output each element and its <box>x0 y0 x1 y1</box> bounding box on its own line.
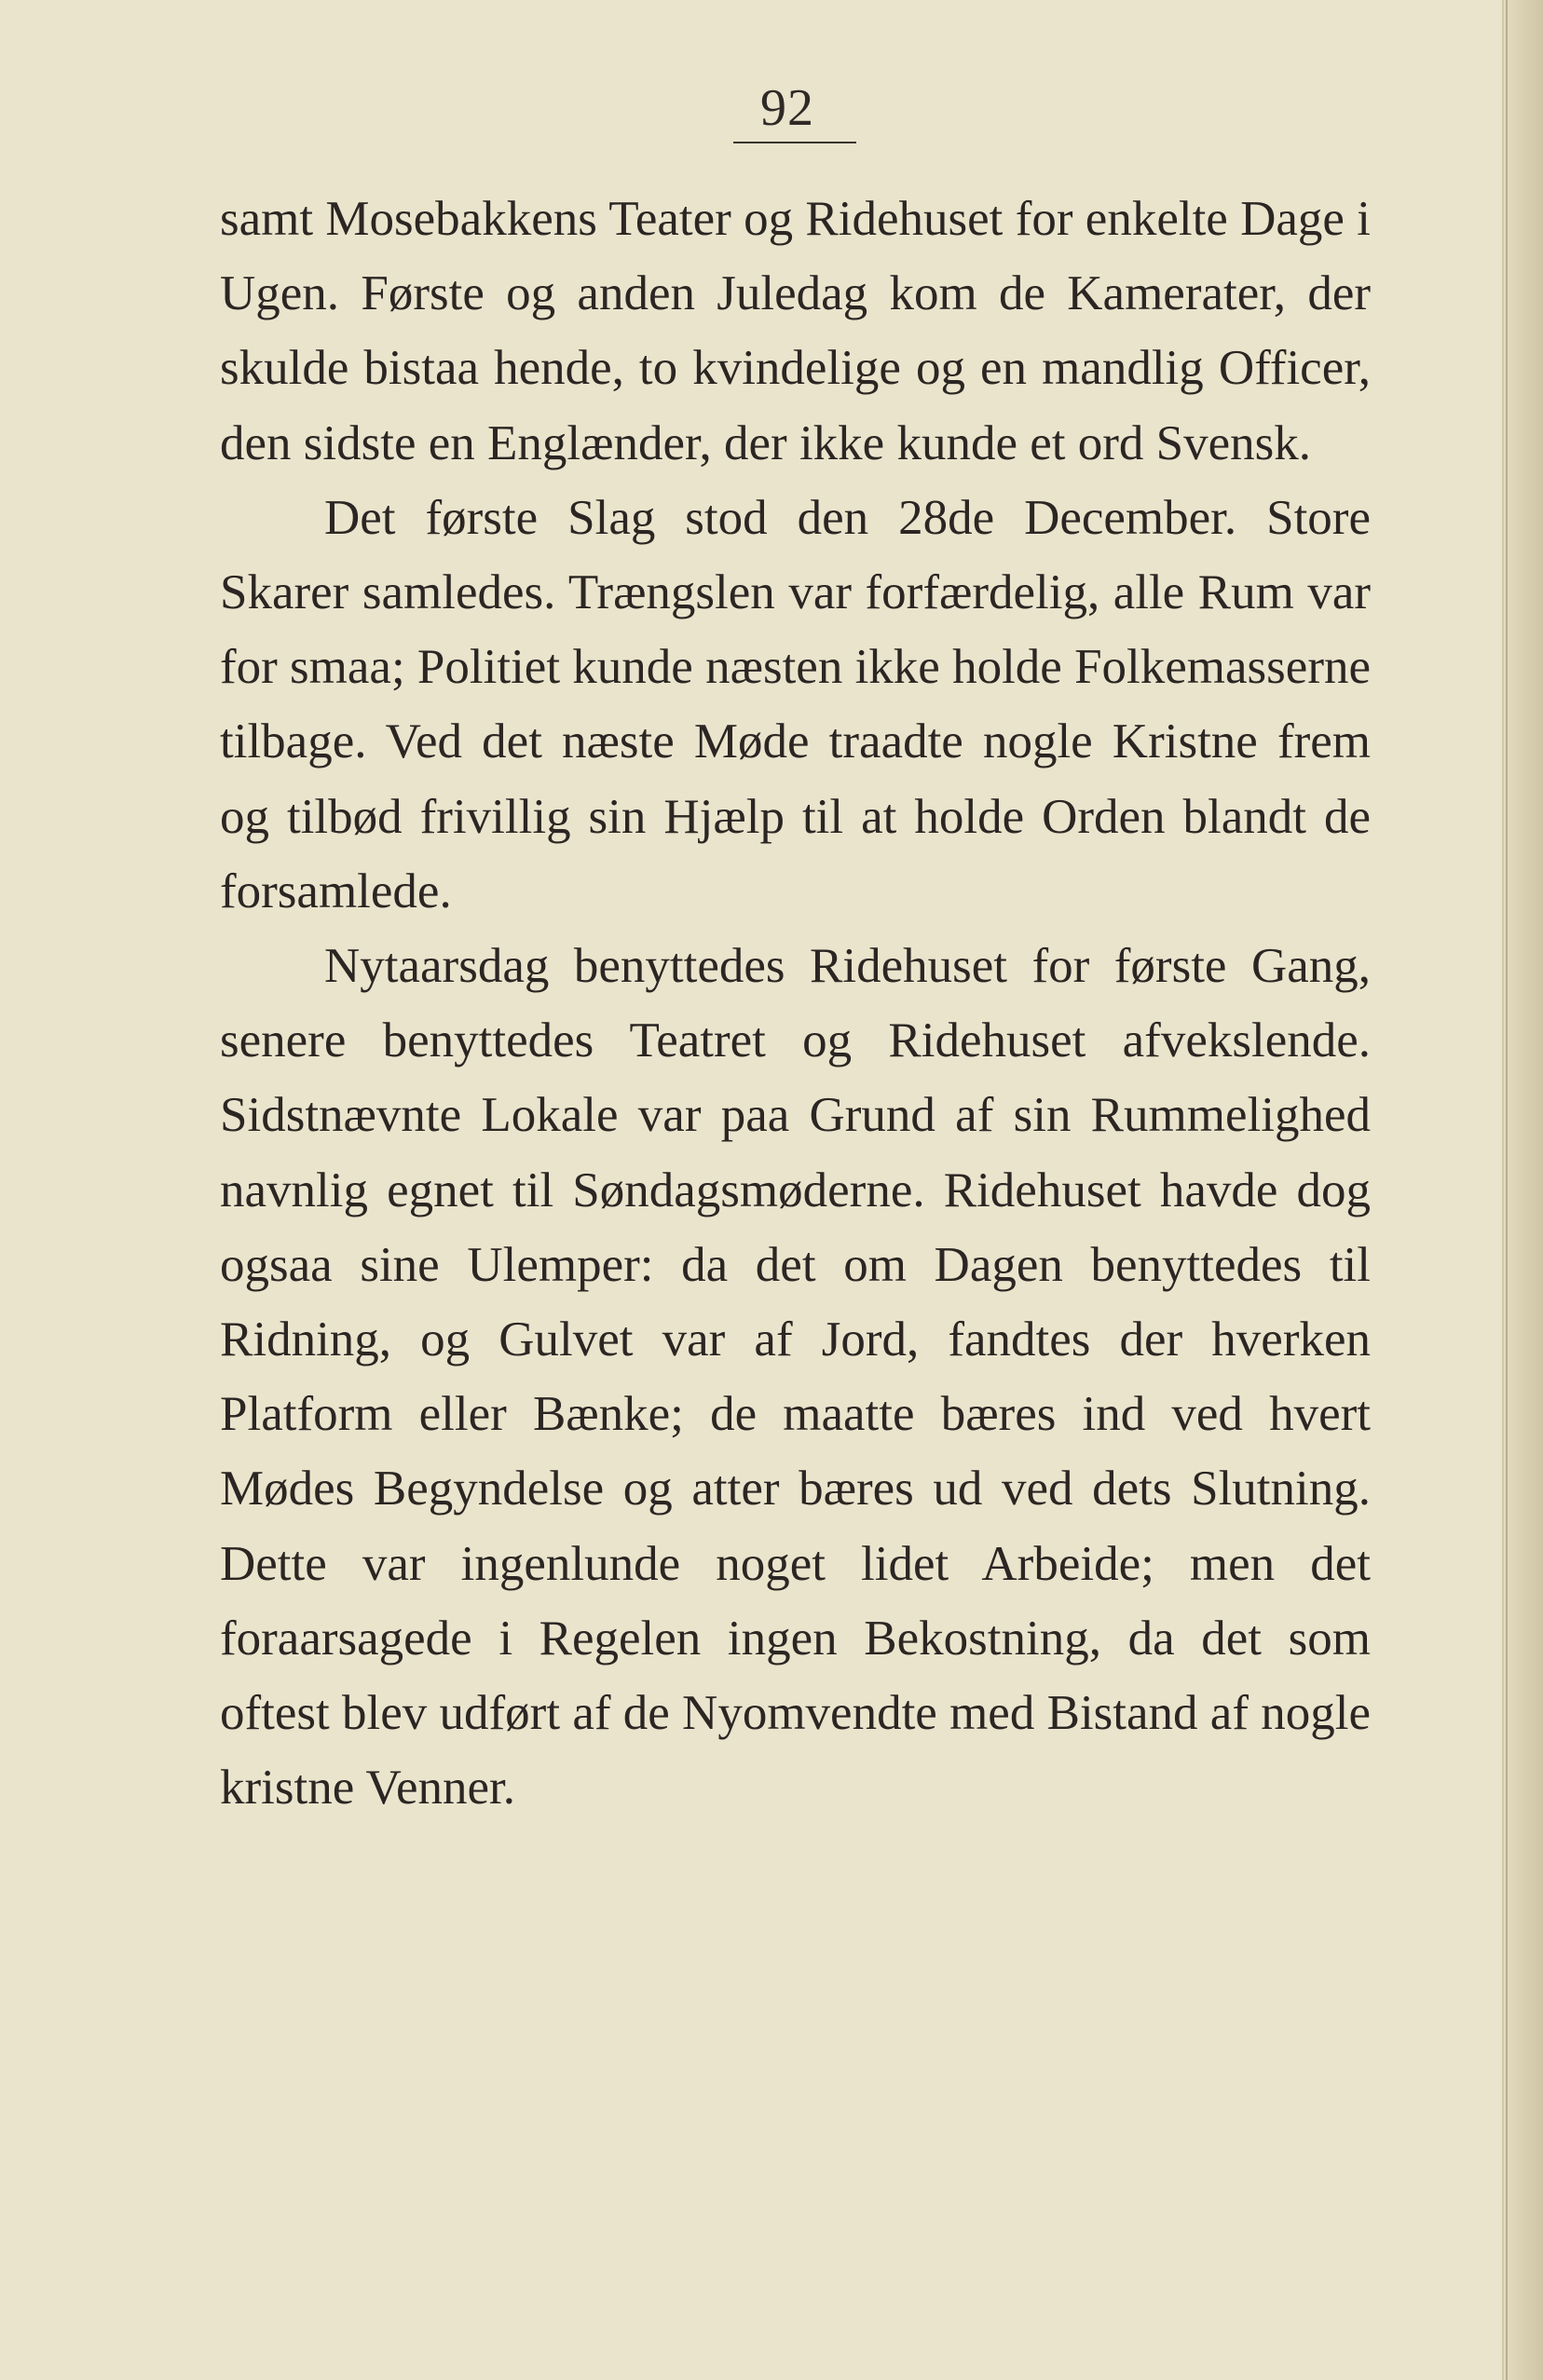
paragraph-2: Det første Slag stod den 28de December. Store Skarer samledes. Trængslen var forfærdelig, alle Rum var for smaa; Politiet kunde næsten ikke holde Folkemasserne tilbage. Ved det næste Møde traadte nogle Kristne frem og tilbød frivillig sin Hjælp til at holde Orden blandt de forsamlede. <box>220 490 1371 918</box>
paragraph-1: samt Mosebakkens Teater og Ridehuset for enkelte Dage i Ugen. Første og anden Juledag kom de Kamerater, der skulde bistaa hende, to kvindelige og en mandlig Officer, den sidste en Englænder, der ikke kunde et ord Svensk. <box>220 192 1371 470</box>
page-number-rule <box>733 142 856 143</box>
page-number: 92 <box>760 79 814 137</box>
paragraph-3: Nytaarsdag benyttedes Ridehuset for første Gang, senere benyttedes Teatret og Ridehuset afvekslende. Sidstnævnte Lokale var paa Grund af sin Rummelighed navnlig egnet til Søndagsmøderne. Ridehuset havde dog ogsaa sine Ulemper: da det om Dagen benyttedes til Ridning, og Gulvet var af Jord, fandtes der hverken Platform eller Bænke; de maatte bæres ind ved hvert Mødes Begyndelse og atter bæres ud ved dets Slutning. Dette var ingenlunde noget lidet Arbeide; men det foraarsagede i Regelen ingen Bekostning, da det som oftest blev udført af de Nyomvendte med Bistand af nogle kristne Venner. <box>220 939 1371 1816</box>
page-edge <box>1502 0 1543 2380</box>
page-gutter-line <box>1506 0 1508 2380</box>
body-text <box>220 182 1371 1825</box>
